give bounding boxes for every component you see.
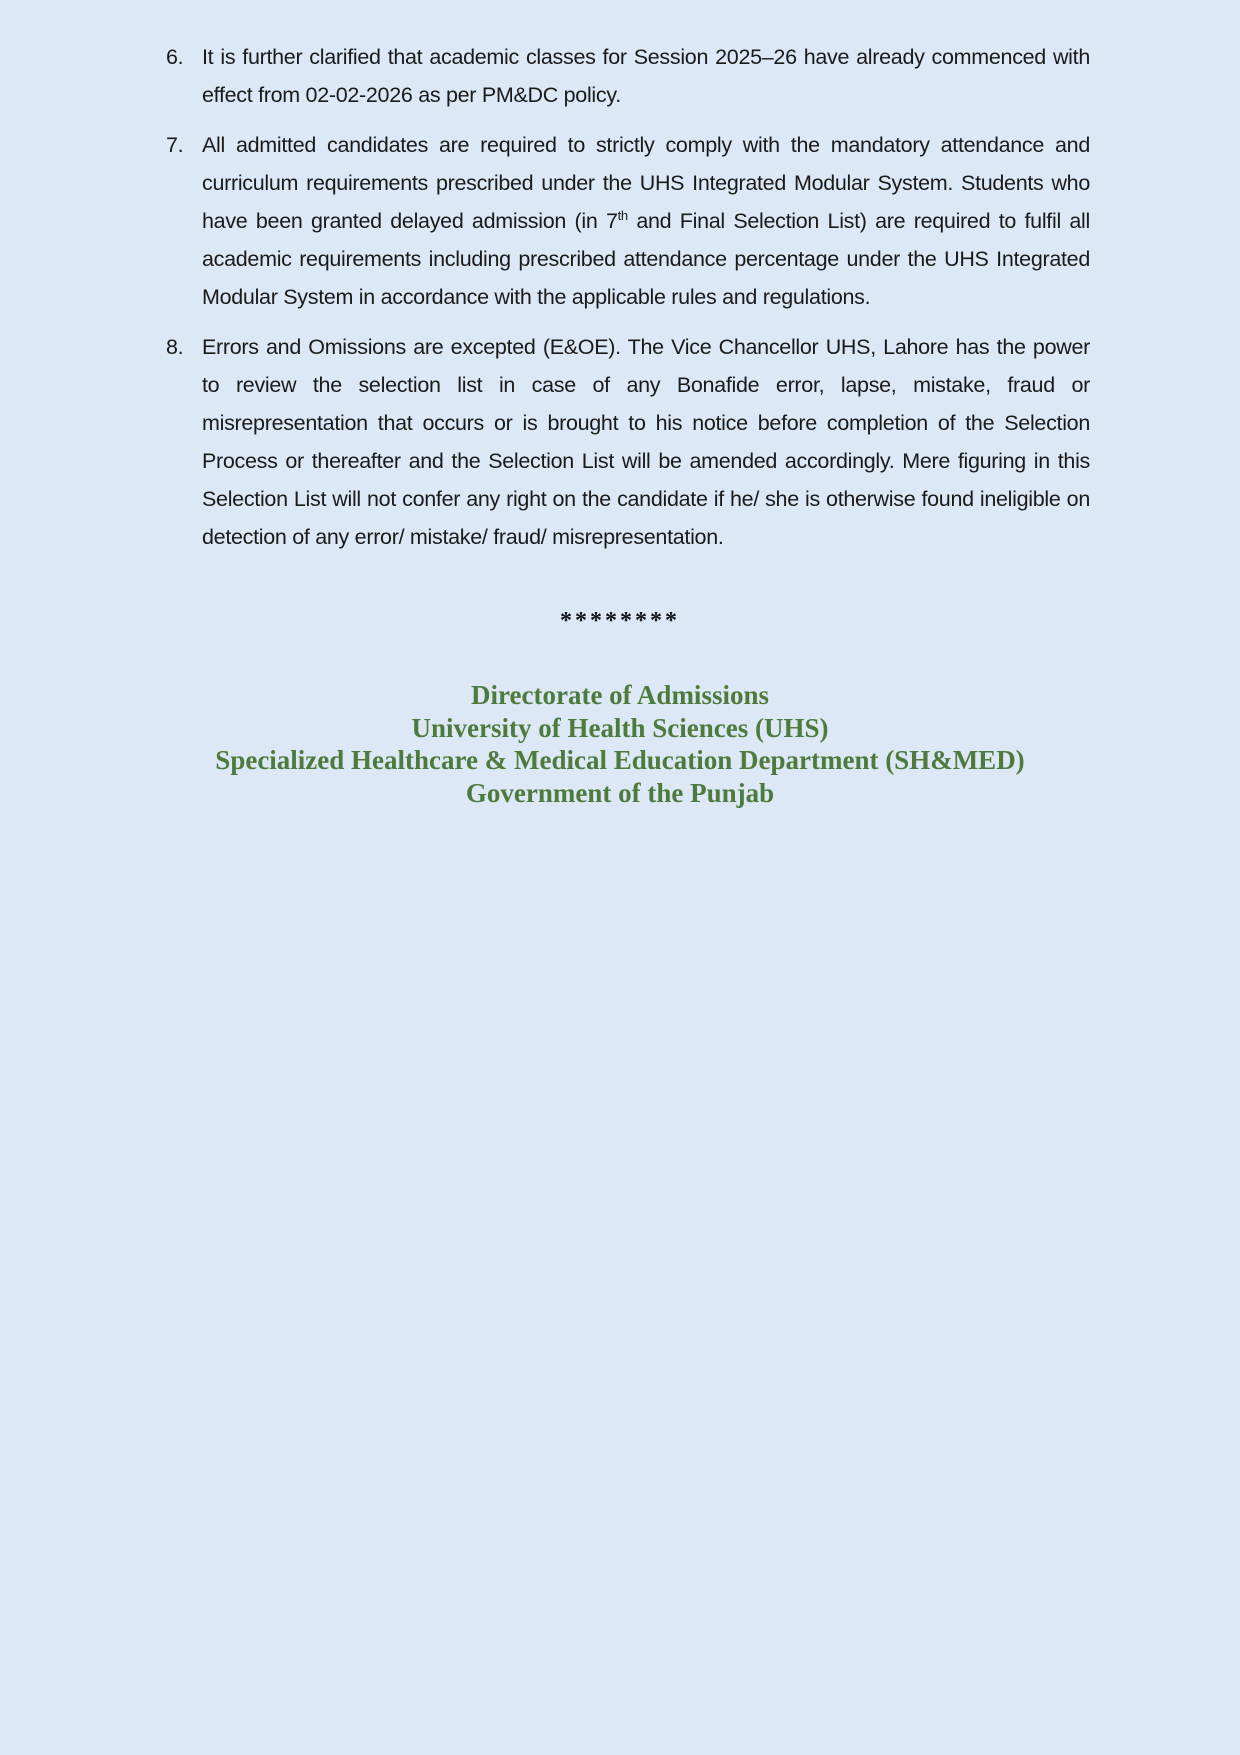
notice-list <box>0 38 1240 556</box>
list-item-number: 8. <box>166 335 184 359</box>
list-item-text <box>202 126 1090 316</box>
list-item-number: 6. <box>166 45 184 69</box>
list-item-number: 7. <box>166 133 184 157</box>
list-item-text-part2: and Final Selection List) are required to fulfil all academic requirements including prescribed attendance percentage under the UHS Integrated Modular System in accordance with the applicable rules and regulations. <box>202 209 1090 309</box>
signature-line-department: Specialized Healthcare & Medical Education Department (SH&MED) <box>215 745 1025 775</box>
list-item-text: Errors and Omissions are excepted (E&OE). The Vice Chancellor UHS, Lahore has the power to review the selection list in case of any Bonafide error, lapse, mistake, fraud or misrepresentation that occurs or is brought to his notice before completion of the Selection Process or thereafter and the Selection List will be amended accordingly. Mere figuring in this Selection List will not confer any right on the candidate if he/ she is otherwise found ineligible on detection of any error/ mistake/ fraud/ misrepresentation. <box>202 335 1090 549</box>
list-item-text-part1: All admitted candidates are required to strictly comply with the mandatory attendance and curriculum requirements prescribed under the UHS Integrated Modular System. Students who have been granted delayed admission (in 7 <box>202 133 1090 233</box>
signature-line-government: Government of the Punjab <box>465 777 775 808</box>
list-item-7 <box>166 126 1090 316</box>
list-item-8 <box>166 328 1090 556</box>
signature-line-university: University of Health Sciences (UHS) <box>411 712 829 743</box>
separator-asterisks: ******** <box>560 608 680 634</box>
signature-line-directorate: Directorate of Admissions <box>471 680 769 710</box>
list-item-6 <box>166 38 1090 114</box>
signature-block <box>0 679 1240 809</box>
ordinal-superscript: th <box>617 207 628 223</box>
list-item-text: It is further clarified that academic classes for Session 2025–26 have already commenced with effect from 02-02-2026 as per PM&DC policy. <box>202 45 1090 107</box>
